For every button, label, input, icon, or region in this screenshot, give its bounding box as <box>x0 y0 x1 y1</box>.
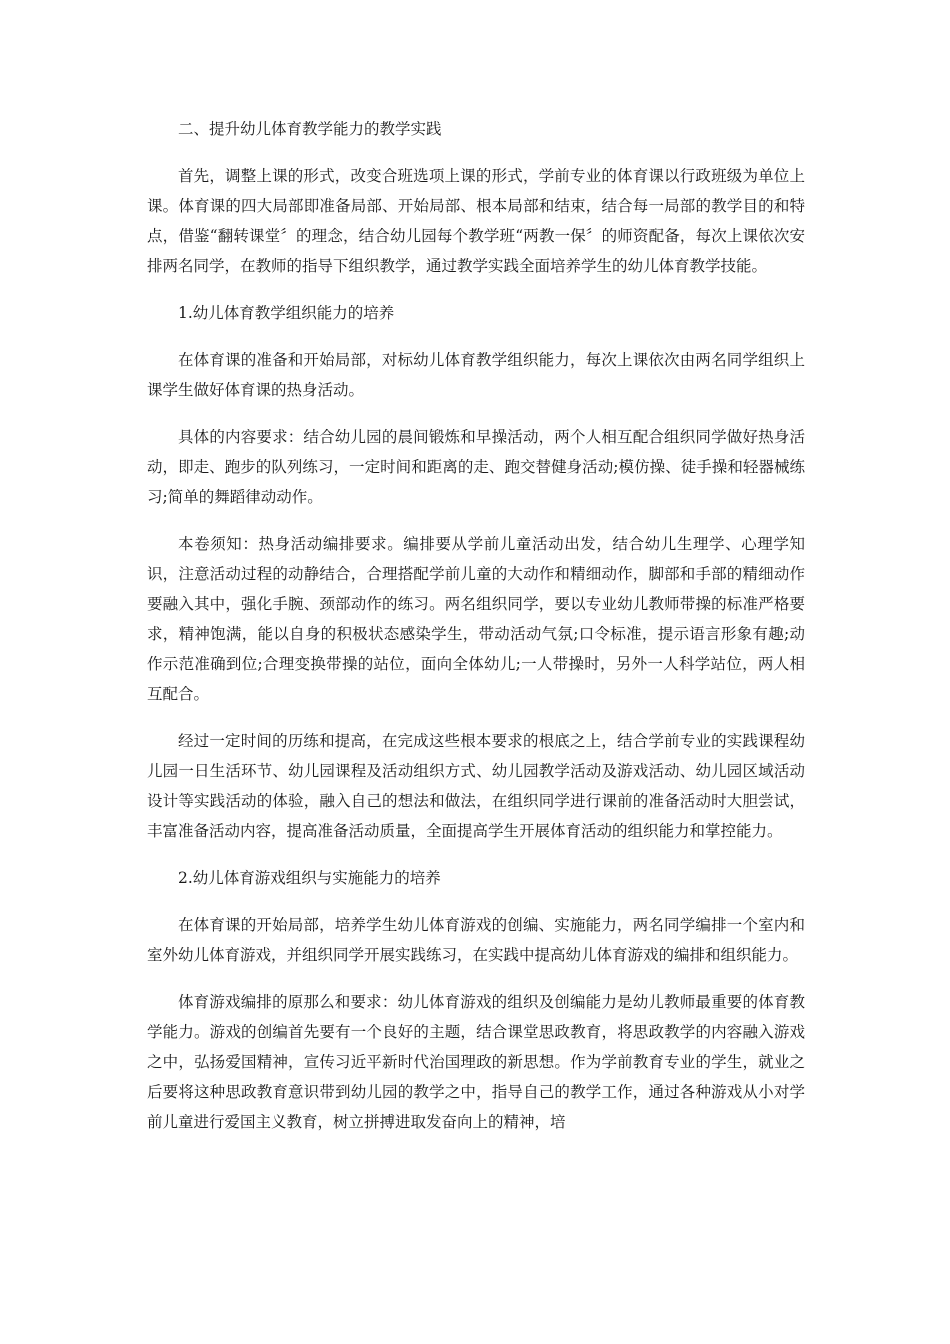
paragraph-warmup-intro: 在体育课的准备和开始局部，对标幼儿体育教学组织能力，每次上课依次由两名同学组织上课学生做好体育课的热身活动。 <box>147 351 805 399</box>
section-heading: 二、提升幼儿体育教学能力的教学实践 <box>178 120 442 138</box>
paragraph-improvement: 经过一定时间的历练和提高，在完成这些根本要求的根底之上，结合学前专业的实践课程幼儿园一日生活环节、幼儿园课程及活动组织方式、幼儿园教学活动及游戏活动、幼儿园区域活动设计等实践活动的体验，融入自己的想法和做法，在组织同学进行课前的准备活动时大胆尝试，丰富准备活动内容，提高准备活动质量，全面提高学生开展体育活动的组织能力和掌控能力。 <box>147 732 805 840</box>
subsection-heading-games: 2.幼儿体育游戏组织与实施能力的培养 <box>178 869 441 887</box>
paragraph-content-requirements: 具体的内容要求：结合幼儿园的晨间锻炼和早操活动，两个人相互配合组织同学做好热身活动，即走、跑步的队列练习，一定时间和距离的走、跑交替健身活动;模仿操、徒手操和轻器械练习;简单的舞蹈律动动作。 <box>147 428 805 506</box>
subsection-heading-organization: 1.幼儿体育教学组织能力的培养 <box>178 304 395 322</box>
paragraph-class-format: 首先，调整上课的形式，改变合班选项上课的形式，学前专业的体育课以行政班级为单位上课。体育课的四大局部即准备局部、开始局部、根本局部和结束，结合每一局部的教学目的和特点，借鉴“翻转课堂〞的理念，结合幼儿园每个教学班“两教一保〞的师资配备，每次上课依次安排两名同学，在教师的指导下组织教学，通过教学实践全面培养学生的幼儿体育教学技能。 <box>147 167 805 275</box>
paragraph-notes: 本卷须知：热身活动编排要求。编排要从学前儿童活动出发，结合幼儿生理学、心理学知识，注意活动过程的动静结合，合理搭配学前儿童的大动作和精细动作，脚部和手部的精细动作要融入其中，强化手腕、颈部动作的练习。两名组织同学，要以专业幼儿教师带操的标准严格要求，精神饱满，能以自身的积极状态感染学生，带动活动气氛;口令标准，提示语言形象有趣;动作示范准确到位;合理变换带操的站位，面向全体幼儿;一人带操时，另外一人科学站位，两人相互配合。 <box>147 535 805 703</box>
paragraph-games-intro: 在体育课的开始局部，培养学生幼儿体育游戏的创编、实施能力，两名同学编排一个室内和室外幼儿体育游戏，并组织同学开展实践练习，在实践中提高幼儿体育游戏的编排和组织能力。 <box>147 916 805 964</box>
paragraph-games-principles: 体育游戏编排的原那么和要求：幼儿体育游戏的组织及创编能力是幼儿教师最重要的体育教学能力。游戏的创编首先要有一个良好的主题，结合课堂思政教育，将思政教学的内容融入游戏之中，弘扬爱国精神，宣传习近平新时代治国理政的新思想。作为学前教育专业的学生，就业之后要将这种思政教育意识带到幼儿园的教学之中，指导自己的教学工作，通过各种游戏从小对学前儿童进行爱国主义教育，树立拼搏进取发奋向上的精神，培 <box>147 993 805 1131</box>
document-body <box>147 114 805 1154</box>
